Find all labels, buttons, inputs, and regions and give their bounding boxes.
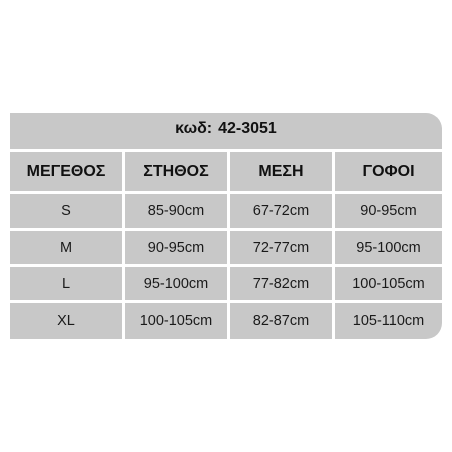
cell-hips: 95-100cm	[356, 239, 421, 256]
cell-hips: 100-105cm	[352, 275, 425, 292]
column-divider	[332, 152, 335, 339]
cell-size: M	[59, 239, 73, 256]
cell-size: L	[61, 275, 71, 292]
cell-waist: 77-82cm	[252, 275, 310, 292]
cell-hips: 90-95cm	[360, 203, 417, 219]
cell-size: S	[61, 203, 71, 219]
cell-chest: 100-105cm	[139, 313, 213, 329]
cell-waist: 72-77cm	[252, 239, 310, 256]
row-divider	[10, 264, 442, 267]
row-divider	[10, 228, 442, 231]
product-code-label: κωδ:	[175, 120, 213, 137]
cell-chest: 85-90cm	[147, 203, 205, 219]
column-divider	[122, 152, 125, 339]
header-chest: ΣΤΗΘΟΣ	[143, 162, 209, 180]
product-code	[10, 120, 442, 138]
column-divider	[227, 152, 230, 339]
cell-chest: 90-95cm	[147, 239, 205, 256]
row-divider	[10, 300, 442, 303]
cell-chest: 95-100cm	[143, 275, 209, 292]
product-code-value: 42-3051	[218, 120, 277, 137]
header-hips: ΓΟΦΟΙ	[362, 162, 415, 180]
cell-size: XL	[57, 313, 75, 329]
cell-waist: 82-87cm	[252, 313, 310, 329]
header-size: ΜΕΓΕΘΟΣ	[26, 162, 106, 180]
header-waist: ΜΕΣΗ	[258, 162, 304, 180]
cell-waist: 67-72cm	[252, 203, 310, 219]
row-divider	[10, 191, 442, 194]
cell-hips: 105-110cm	[352, 313, 425, 329]
